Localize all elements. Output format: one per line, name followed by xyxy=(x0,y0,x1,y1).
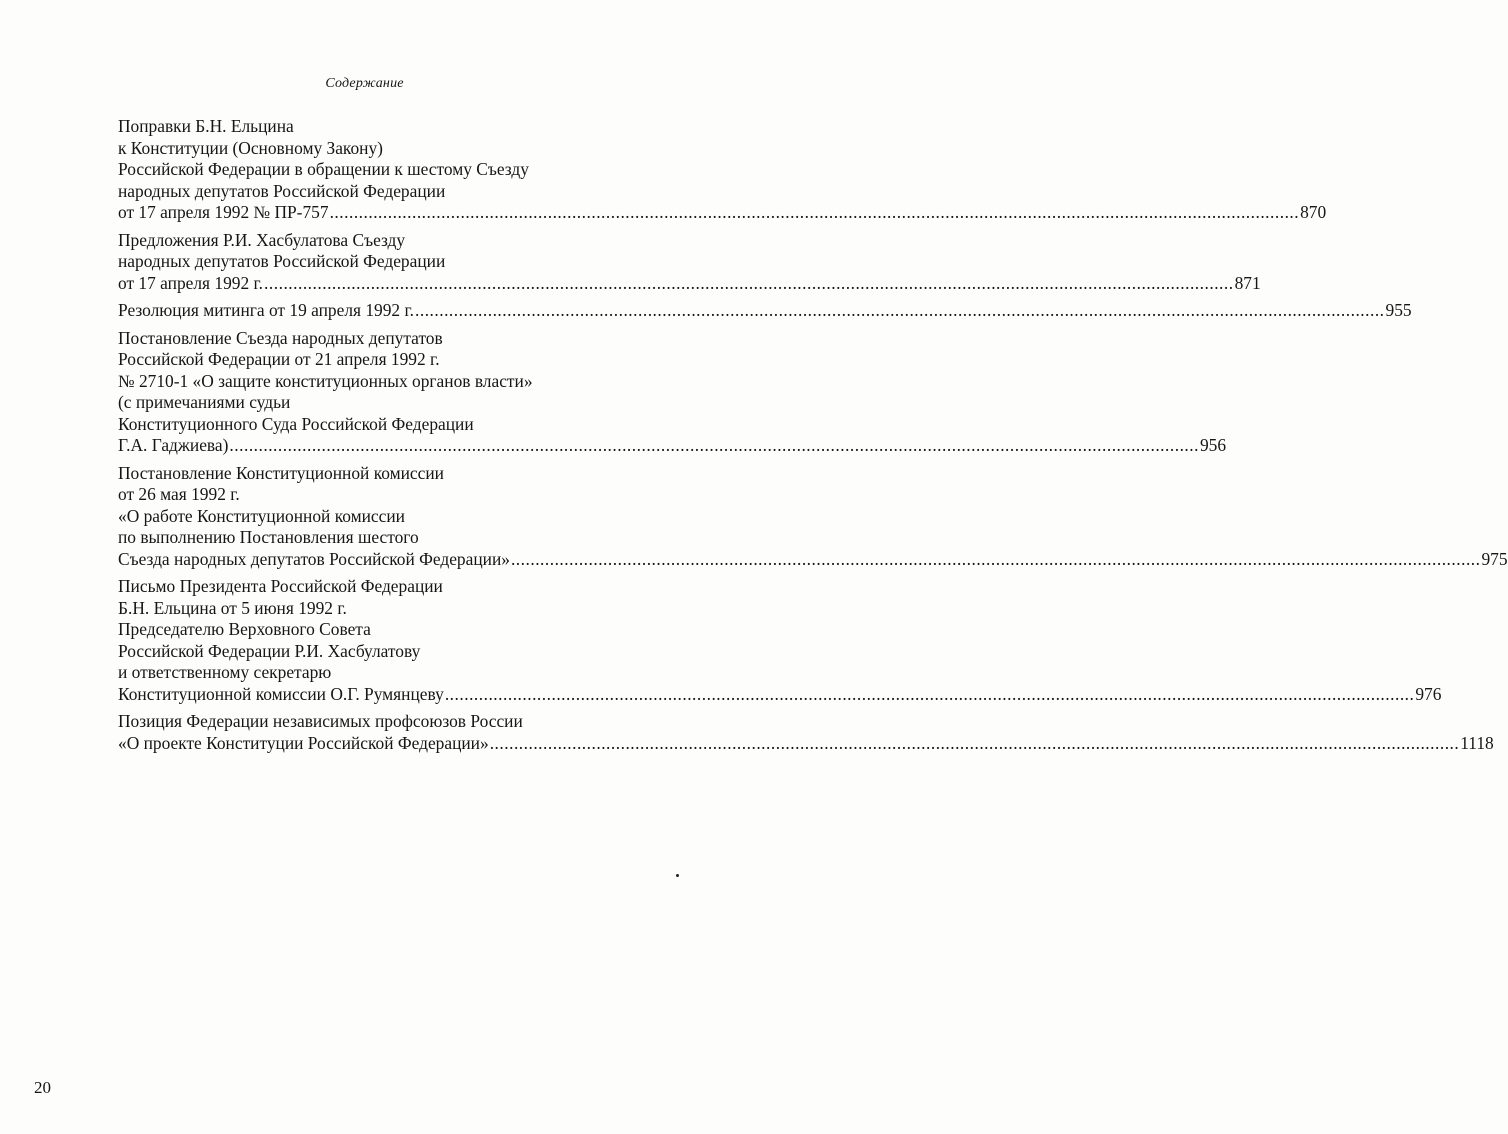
toc-entry-line: Постановление Конституционной комиссии xyxy=(118,462,444,483)
toc-entry-line: Г.А. Гаджиева) xyxy=(118,435,229,455)
toc-entry xyxy=(118,711,1494,754)
toc-entry-line: от 17 апреля 1992 г. xyxy=(118,272,264,293)
toc-page-number: 871 xyxy=(1234,272,1261,293)
toc-entry xyxy=(118,116,1327,224)
toc-entry-line: Российской Федерации Р.И. Хасбулатову xyxy=(118,640,421,661)
toc-entry-final-line xyxy=(118,548,1508,571)
dot-leader: ........................................................................................................................................................................................................ xyxy=(415,300,1385,320)
page-header: Содержание xyxy=(325,76,404,91)
dot-leader: ........................................................................................................................................................................................................ xyxy=(444,683,1415,704)
toc-entry-line: Предложения Р.И. Хасбулатова Съезду xyxy=(118,229,406,250)
toc-entry-line: Российской Федерации от 21 апреля 1992 г. xyxy=(118,349,440,369)
toc-entry-final-line xyxy=(118,435,1227,457)
toc-entry-line: Резолюция митинга от 19 апреля 1992 г. xyxy=(118,300,414,320)
toc-entry-line: Позиция Федерации независимых профсоюзов России xyxy=(118,711,523,731)
toc-entry-line: от 17 апреля 1992 № ПР-757 xyxy=(118,202,329,222)
toc-entry-final-line xyxy=(118,732,1494,755)
toc-entry-line: народных депутатов Российской Федерации xyxy=(118,180,446,201)
toc-entry xyxy=(118,327,1227,457)
toc-entry-final-line xyxy=(118,300,1412,322)
dot-leader: ........................................................................................................................................................................................................ xyxy=(329,202,1300,222)
toc-entry-line: Письмо Президента Российской Федерации xyxy=(118,576,443,596)
toc-entry-line: народных депутатов Российской Федерации xyxy=(118,251,446,271)
toc-page-number: 956 xyxy=(1199,435,1227,455)
toc-entry-line: (с примечаниями судьи xyxy=(118,392,291,412)
toc-entry-line: Председателю Верховного Совета xyxy=(118,619,371,639)
toc-page-number: 976 xyxy=(1415,683,1442,704)
toc-entry xyxy=(118,462,1508,571)
toc-page-number: 955 xyxy=(1385,300,1412,320)
toc-entry-line: «О проекте Конституции Российской Федерации» xyxy=(118,732,489,753)
toc-entry-line: Съезда народных депутатов Российской Федерации» xyxy=(118,548,510,569)
toc-entry-line: № 2710-1 «О защите конституционных органов власти» xyxy=(118,370,533,391)
dot-leader: ........................................................................................................................................................................................................ xyxy=(264,272,1234,293)
toc-page-number: 870 xyxy=(1300,202,1327,222)
dot-leader: ........................................................................................................................................................................................................ xyxy=(510,548,1481,569)
toc-entry-line: Конституционного Суда Российской Федерации xyxy=(118,413,474,434)
page-number: 20 xyxy=(34,1078,51,1097)
toc-page-number: 1118 xyxy=(1460,732,1494,753)
toc-entry-final-line xyxy=(118,202,1327,224)
toc-entry-line: к Конституции (Основному Закону) xyxy=(118,137,383,158)
toc-entry xyxy=(118,576,1442,705)
print-speck xyxy=(676,874,679,877)
table-of-contents xyxy=(118,116,1508,760)
toc-entry-line: Российской Федерации в обращении к шестому Съезду xyxy=(118,159,529,179)
toc-entry xyxy=(118,300,1412,322)
dot-leader: ........................................................................................................................................................................................................ xyxy=(489,732,1460,753)
toc-page-number: 975 xyxy=(1481,548,1508,569)
toc-entry-final-line xyxy=(118,272,1261,295)
toc-entry xyxy=(118,229,1261,295)
toc-entry-line: Поправки Б.Н. Ельцина xyxy=(118,116,294,136)
toc-entry-line: и ответственному секретарю xyxy=(118,662,332,682)
toc-entry-line: Конституционной комиссии О.Г. Румянцеву xyxy=(118,683,444,704)
dot-leader: ........................................................................................................................................................................................................ xyxy=(229,435,1199,455)
toc-entry-line: Б.Н. Ельцина от 5 июня 1992 г. xyxy=(118,597,347,618)
toc-entry-final-line xyxy=(118,683,1442,706)
toc-entry-line: Постановление Съезда народных депутатов xyxy=(118,327,443,348)
toc-entry-line: по выполнению Постановления шестого xyxy=(118,527,419,547)
toc-entry-line: от 26 мая 1992 г. xyxy=(118,484,240,504)
toc-entry-line: «О работе Конституционной комиссии xyxy=(118,505,405,526)
